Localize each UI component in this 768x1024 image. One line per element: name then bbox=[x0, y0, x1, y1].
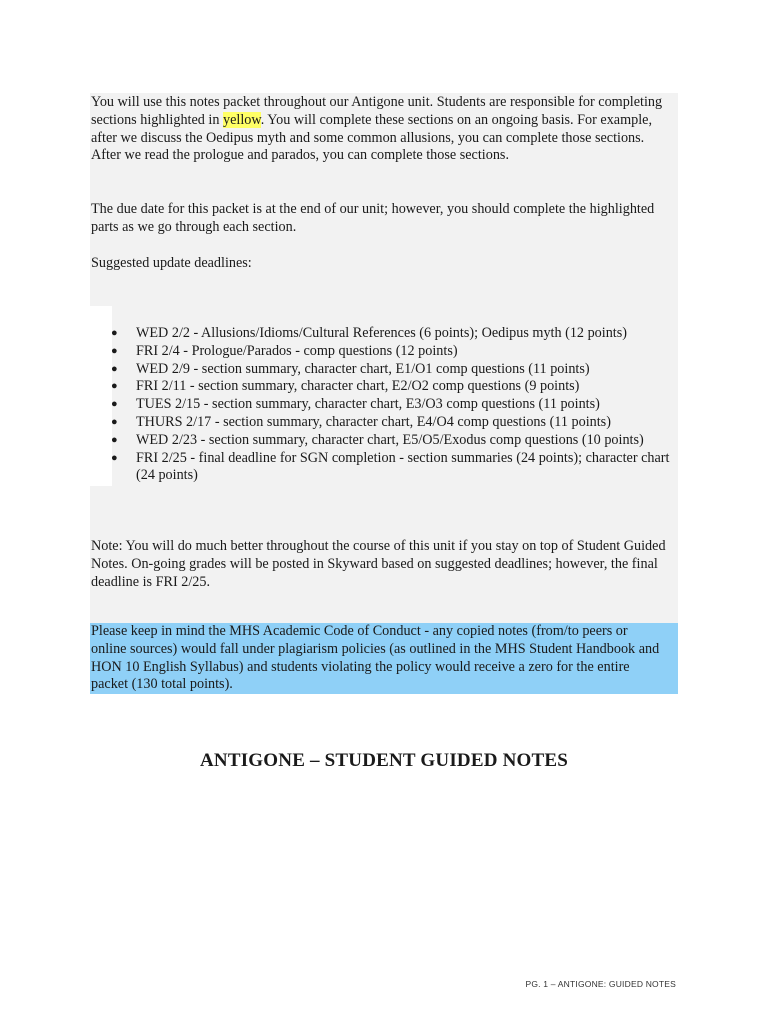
bullet-icon: ● bbox=[111, 398, 118, 411]
list-item bbox=[90, 361, 680, 379]
deadline-text: WED 2/2 - Allusions/Idioms/Cultural References (6 points); Oedipus myth (12 points) bbox=[136, 325, 627, 341]
page-footer: PG. 1 – ANTIGONE: GUIDED NOTES bbox=[525, 979, 676, 989]
intro-text-after: . You will complete these sections on an ongoing basis. For example, after we discuss the Oedipus myth and some common allusions, you can complete those sections. After we read the prologue and parados, you can complete those sections. bbox=[91, 111, 653, 164]
deadline-text: WED 2/9 - section summary, character chart, E1/O1 comp questions (11 points) bbox=[136, 360, 590, 377]
list-item bbox=[90, 432, 680, 450]
bullet-icon: ● bbox=[111, 451, 118, 464]
note-paragraph: Note: You will do much better throughout the course of this unit if you stay on top of Student Guided Notes. On-going grades will be posted in Skyward based on suggested deadlines; however, the final deadline is FRI 2/25. bbox=[91, 538, 666, 590]
bullet-icon: ● bbox=[111, 433, 118, 446]
deadline-text: FRI 2/25 - final deadline for SGN completion - section summaries (24 points); character chart (24 points) bbox=[136, 449, 670, 484]
deadline-text: FRI 2/11 - section summary, character chart, E2/O2 comp questions (9 points) bbox=[136, 378, 580, 395]
warning-text: Please keep in mind the MHS Academic Code of Conduct - any copied notes (from/to peers or online sources) would fall under plagiarism policies (as outlined in the MHS Student Handbook and HON 10 English Syllabus) and students violating the policy would receive a zero for the entire packet (130 total points). bbox=[91, 623, 660, 693]
list-item bbox=[90, 378, 680, 396]
list-item bbox=[90, 450, 680, 486]
list-item bbox=[90, 396, 680, 414]
intro-paragraph bbox=[91, 94, 671, 165]
list-item bbox=[90, 343, 680, 361]
page-title: ANTIGONE – STUDENT GUIDED NOTES bbox=[200, 750, 568, 771]
deadline-list bbox=[90, 325, 680, 485]
deadline-text: FRI 2/4 - Prologue/Parados - comp questions (12 points) bbox=[136, 342, 458, 359]
deadline-text: THURS 2/17 - section summary, character chart, E4/O4 comp questions (11 points) bbox=[136, 413, 611, 430]
yellow-highlight-word: yellow bbox=[223, 111, 261, 128]
academic-conduct-warning bbox=[90, 623, 678, 694]
suggested-deadlines-label: Suggested update deadlines: bbox=[91, 255, 252, 271]
bullet-icon: ● bbox=[111, 344, 118, 357]
list-item bbox=[90, 325, 680, 343]
list-item bbox=[90, 414, 680, 432]
intro-text-before: You will use this notes packet throughout our Antigone unit. Students are responsible for completing sections highlighted in bbox=[91, 94, 663, 128]
deadline-text: TUES 2/15 - section summary, character chart, E3/O3 comp questions (11 points) bbox=[136, 396, 600, 413]
bullet-icon: ● bbox=[111, 362, 118, 375]
deadline-text: WED 2/23 - section summary, character chart, E5/O5/Exodus comp questions (10 points) bbox=[136, 431, 644, 448]
due-date-paragraph: The due date for this packet is at the end of our unit; however, you should complete the highlighted parts as we go through each section. bbox=[91, 201, 655, 235]
bullet-icon: ● bbox=[111, 327, 118, 339]
bullet-icon: ● bbox=[111, 415, 118, 428]
bullet-icon: ● bbox=[111, 380, 118, 393]
